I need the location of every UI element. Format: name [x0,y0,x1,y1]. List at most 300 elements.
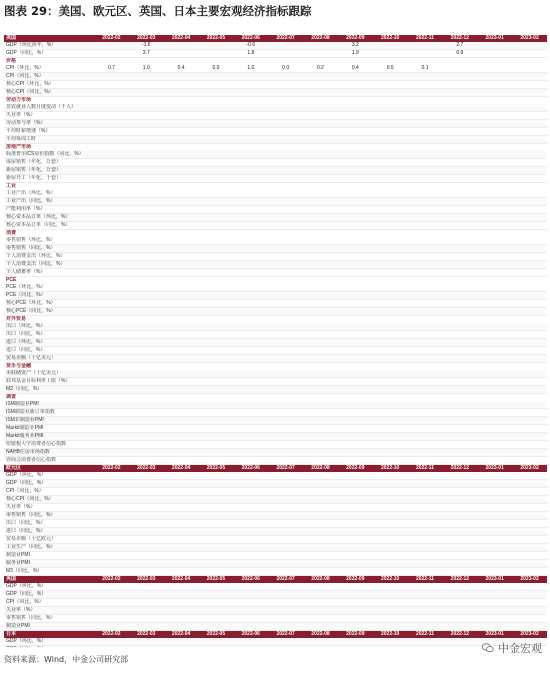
table-cell [164,253,199,261]
table-cell [303,42,338,50]
table-cell [408,175,443,183]
table-cell [199,284,234,292]
table-cell [129,417,164,425]
table-cell: 0.7 [94,65,129,73]
table-cell [338,378,373,386]
table-cell [268,441,303,449]
table-cell [268,253,303,261]
table-cell [129,151,164,159]
table-cell [268,615,303,623]
table-cell [442,623,477,631]
table-cell [408,339,443,347]
table-cell [442,292,477,300]
table-cell [338,214,373,222]
table-cell [442,347,477,355]
table-cell [373,552,408,560]
table-cell [512,433,547,441]
table-cell [408,568,443,576]
table-cell [408,607,443,615]
table-cell [442,308,477,316]
table-row [4,417,547,425]
indicator-label: 出口（环比，%） [4,323,94,331]
table-cell [373,520,408,528]
table-cell [129,504,164,512]
table-cell [268,269,303,277]
table-cell [164,120,199,128]
table-cell [512,520,547,528]
table-cell [373,89,408,97]
table-cell [477,136,512,144]
table-cell [338,417,373,425]
table-cell [408,269,443,277]
indicator-label: 核心CPI（同比，%） [4,89,94,97]
table-cell [164,425,199,433]
table-cell [512,284,547,292]
table-cell [129,544,164,552]
table-row [4,496,547,504]
table-cell [233,128,268,136]
table-cell [268,480,303,488]
table-cell [233,528,268,536]
table-cell [373,136,408,144]
table-cell [408,245,443,253]
table-cell [373,425,408,433]
indicator-label: 新屋销售（年化，万套） [4,167,94,175]
table-cell [477,104,512,112]
table-cell [303,112,338,120]
table-cell [373,190,408,198]
indicator-label: 核心资本品订单（同比，%） [4,222,94,230]
table-cell [233,488,268,496]
indicator-label: 贸易差额（十亿美元） [4,355,94,363]
table-cell [164,504,199,512]
table-cell [408,560,443,568]
table-cell [268,292,303,300]
table-cell [338,261,373,269]
table-cell [129,370,164,378]
table-cell [129,599,164,607]
indicator-label: 密歇根大学消费者信心指数 [4,441,94,449]
table-cell [408,552,443,560]
table-cell [164,104,199,112]
table-cell [373,591,408,599]
table-cell [477,568,512,576]
table-cell [442,73,477,81]
table-cell [338,449,373,457]
table-cell [442,245,477,253]
table-cell [164,370,199,378]
table-cell [303,151,338,159]
table-cell [303,50,338,58]
table-cell [338,623,373,631]
table-cell [164,568,199,576]
table-cell: 3.2 [338,42,373,50]
table-cell [512,528,547,536]
table-cell [338,472,373,480]
table-cell [233,339,268,347]
table-cell [408,520,443,528]
table-cell [442,253,477,261]
table-cell [233,520,268,528]
table-cell [442,214,477,222]
table-cell [373,42,408,50]
table-cell [477,457,512,465]
table-cell [129,488,164,496]
table-cell [442,441,477,449]
section-row [4,363,547,371]
table-cell [268,425,303,433]
table-cell [94,73,129,81]
table-cell [199,504,234,512]
table-cell [268,198,303,206]
table-row [4,520,547,528]
section-title: 劳动力市场 [6,97,32,103]
table-cell [338,151,373,159]
table-cell [338,136,373,144]
table-cell [442,261,477,269]
table-cell [199,378,234,386]
region-header-row [4,631,547,639]
table-cell [233,136,268,144]
table-cell [442,136,477,144]
table-cell [408,449,443,457]
table-cell [477,520,512,528]
table-cell [94,401,129,409]
table-cell [164,128,199,136]
table-cell [442,300,477,308]
table-cell [129,167,164,175]
table-cell [199,646,234,648]
table-cell [512,599,547,607]
table-cell [303,284,338,292]
table-cell [164,638,199,646]
table-row [4,591,547,599]
table-row [4,81,547,89]
table-cell [477,401,512,409]
table-cell [477,425,512,433]
indicator-label: ISM制造业新订单指数 [4,409,94,417]
indicator-label: 劳动参与率（%） [4,120,94,128]
indicator-label: 进口（环比，%） [4,339,94,347]
table-cell [442,81,477,89]
table-cell [338,568,373,576]
table-cell [512,73,547,81]
table-cell [129,269,164,277]
table-cell [164,544,199,552]
table-cell [94,292,129,300]
table-cell [233,496,268,504]
table-cell [129,607,164,615]
table-row [4,599,547,607]
table-cell [268,175,303,183]
table-cell [268,568,303,576]
table-row [4,261,547,269]
region-header-row [4,35,547,42]
table-cell [442,370,477,378]
table-cell [512,401,547,409]
table-cell [233,292,268,300]
table-cell [129,638,164,646]
table-cell [268,136,303,144]
indicator-label: M3（同比，%） [4,568,94,576]
table-cell [268,222,303,230]
region-name: 欧元区 [4,465,94,473]
table-cell [338,206,373,214]
table-cell [268,81,303,89]
table-cell [164,284,199,292]
table-cell [199,167,234,175]
table-cell [373,198,408,206]
table-cell [199,120,234,128]
table-cell [268,112,303,120]
table-cell [442,504,477,512]
table-cell [233,347,268,355]
table-row [4,409,547,417]
table-cell [268,409,303,417]
table-cell [268,504,303,512]
table-cell [477,151,512,159]
table-cell [408,347,443,355]
table-cell [408,496,443,504]
table-cell [164,472,199,480]
table-cell [338,175,373,183]
table-cell [338,591,373,599]
indicator-label: CPI（环比，%） [4,65,94,73]
table-cell [408,112,443,120]
table-cell [338,89,373,97]
table-cell [408,409,443,417]
table-cell [373,409,408,417]
table-cell [233,237,268,245]
table-cell [477,253,512,261]
table-cell [338,190,373,198]
table-cell [477,370,512,378]
table-cell [408,167,443,175]
table-cell [268,167,303,175]
table-cell [512,355,547,363]
section-row [4,277,547,285]
table-cell [477,331,512,339]
table-cell [512,42,547,50]
indicator-label: 失业率（%） [4,607,94,615]
table-cell [303,623,338,631]
table-cell [442,480,477,488]
table-row [4,175,547,183]
table-cell [164,599,199,607]
table-cell [477,536,512,544]
month-header: 2022-09 [338,465,373,473]
table-cell [338,355,373,363]
table-cell [233,89,268,97]
table-row [4,151,547,159]
table-cell [477,441,512,449]
table-cell [268,159,303,167]
indicator-label: 新屋开工（年化，千套） [4,175,94,183]
table-cell [373,488,408,496]
table-cell [268,386,303,394]
table-row [4,528,547,536]
table-cell [442,206,477,214]
section-title: 货币与金融 [6,363,32,369]
table-cell [268,355,303,363]
table-row [4,253,547,261]
table-cell [477,120,512,128]
table-cell [303,425,338,433]
table-cell [233,355,268,363]
table-cell [233,536,268,544]
table-cell [408,378,443,386]
table-cell [94,568,129,576]
table-cell [408,50,443,58]
table-cell [94,136,129,144]
table-cell [338,457,373,465]
table-cell [338,480,373,488]
table-cell [233,583,268,591]
table-cell [512,167,547,175]
table-cell [199,386,234,394]
table-cell [477,552,512,560]
month-header: 2022-06 [233,35,268,42]
table-cell [94,544,129,552]
table-cell [199,607,234,615]
table-cell [512,378,547,386]
table-cell [303,245,338,253]
table-cell [164,214,199,222]
table-cell [164,615,199,623]
table-cell [408,528,443,536]
table-cell [477,409,512,417]
table-cell [408,386,443,394]
table-cell [94,504,129,512]
indicator-label: ISM非制造业PMI [4,417,94,425]
table-row [4,401,547,409]
table-cell [408,253,443,261]
table-cell [373,308,408,316]
table-cell [129,472,164,480]
table-cell [303,488,338,496]
table-cell [512,120,547,128]
table-cell [442,159,477,167]
table-cell [303,128,338,136]
table-cell [373,73,408,81]
table-cell [477,433,512,441]
table-cell [94,323,129,331]
table-cell [512,347,547,355]
table-cell [338,323,373,331]
indicator-table-frame [4,35,547,647]
table-cell [303,222,338,230]
table-cell [199,245,234,253]
table-cell [94,214,129,222]
table-cell [303,198,338,206]
table-cell [373,583,408,591]
table-cell [338,347,373,355]
table-cell [303,261,338,269]
table-cell [94,480,129,488]
table-cell [408,599,443,607]
table-cell [442,167,477,175]
table-cell [94,607,129,615]
table-cell [442,222,477,230]
table-cell [303,136,338,144]
table-cell [94,638,129,646]
table-cell [303,206,338,214]
table-cell [303,457,338,465]
table-cell [129,120,164,128]
month-header: 2023-01 [477,576,512,584]
indicator-label: 核心资本品订单（环比，%） [4,214,94,222]
table-cell [442,552,477,560]
table-cell [303,339,338,347]
table-cell [338,253,373,261]
table-cell [129,568,164,576]
table-row [4,441,547,449]
table-cell [129,206,164,214]
table-cell [373,544,408,552]
table-cell [94,583,129,591]
table-cell [512,222,547,230]
table-row [4,206,547,214]
table-cell [338,583,373,591]
table-cell [303,638,338,646]
table-cell [373,214,408,222]
table-cell [338,284,373,292]
table-cell [94,245,129,253]
indicator-label: 进口（同比，%） [4,347,94,355]
table-cell [164,136,199,144]
indicator-label: 出口（同比，%） [4,331,94,339]
table-cell [199,136,234,144]
table-row [4,269,547,277]
table-cell [129,308,164,316]
table-cell [408,646,443,648]
table-cell [512,496,547,504]
table-cell [129,222,164,230]
table-cell [303,81,338,89]
table-cell [94,300,129,308]
month-header: 2022-09 [338,576,373,584]
table-cell [477,42,512,50]
table-row [4,433,547,441]
section-row [4,183,547,191]
table-cell: 3.7 [129,50,164,58]
table-cell [94,552,129,560]
table-cell [199,237,234,245]
table-cell [408,638,443,646]
table-cell [442,237,477,245]
table-cell [94,190,129,198]
table-cell [233,512,268,520]
table-cell [373,331,408,339]
table-cell [442,425,477,433]
table-cell [199,638,234,646]
table-cell [199,568,234,576]
table-cell [268,401,303,409]
table-cell [94,42,129,50]
indicator-label: 失业率（%） [4,504,94,512]
table-cell [199,409,234,417]
section-row [4,58,547,66]
table-cell [199,441,234,449]
table-cell [477,222,512,230]
table-row [4,112,547,120]
table-cell [94,378,129,386]
table-cell [164,42,199,50]
table-cell [199,480,234,488]
table-cell [94,355,129,363]
table-cell [373,167,408,175]
indicator-label: GDP（同比，%） [4,50,94,58]
